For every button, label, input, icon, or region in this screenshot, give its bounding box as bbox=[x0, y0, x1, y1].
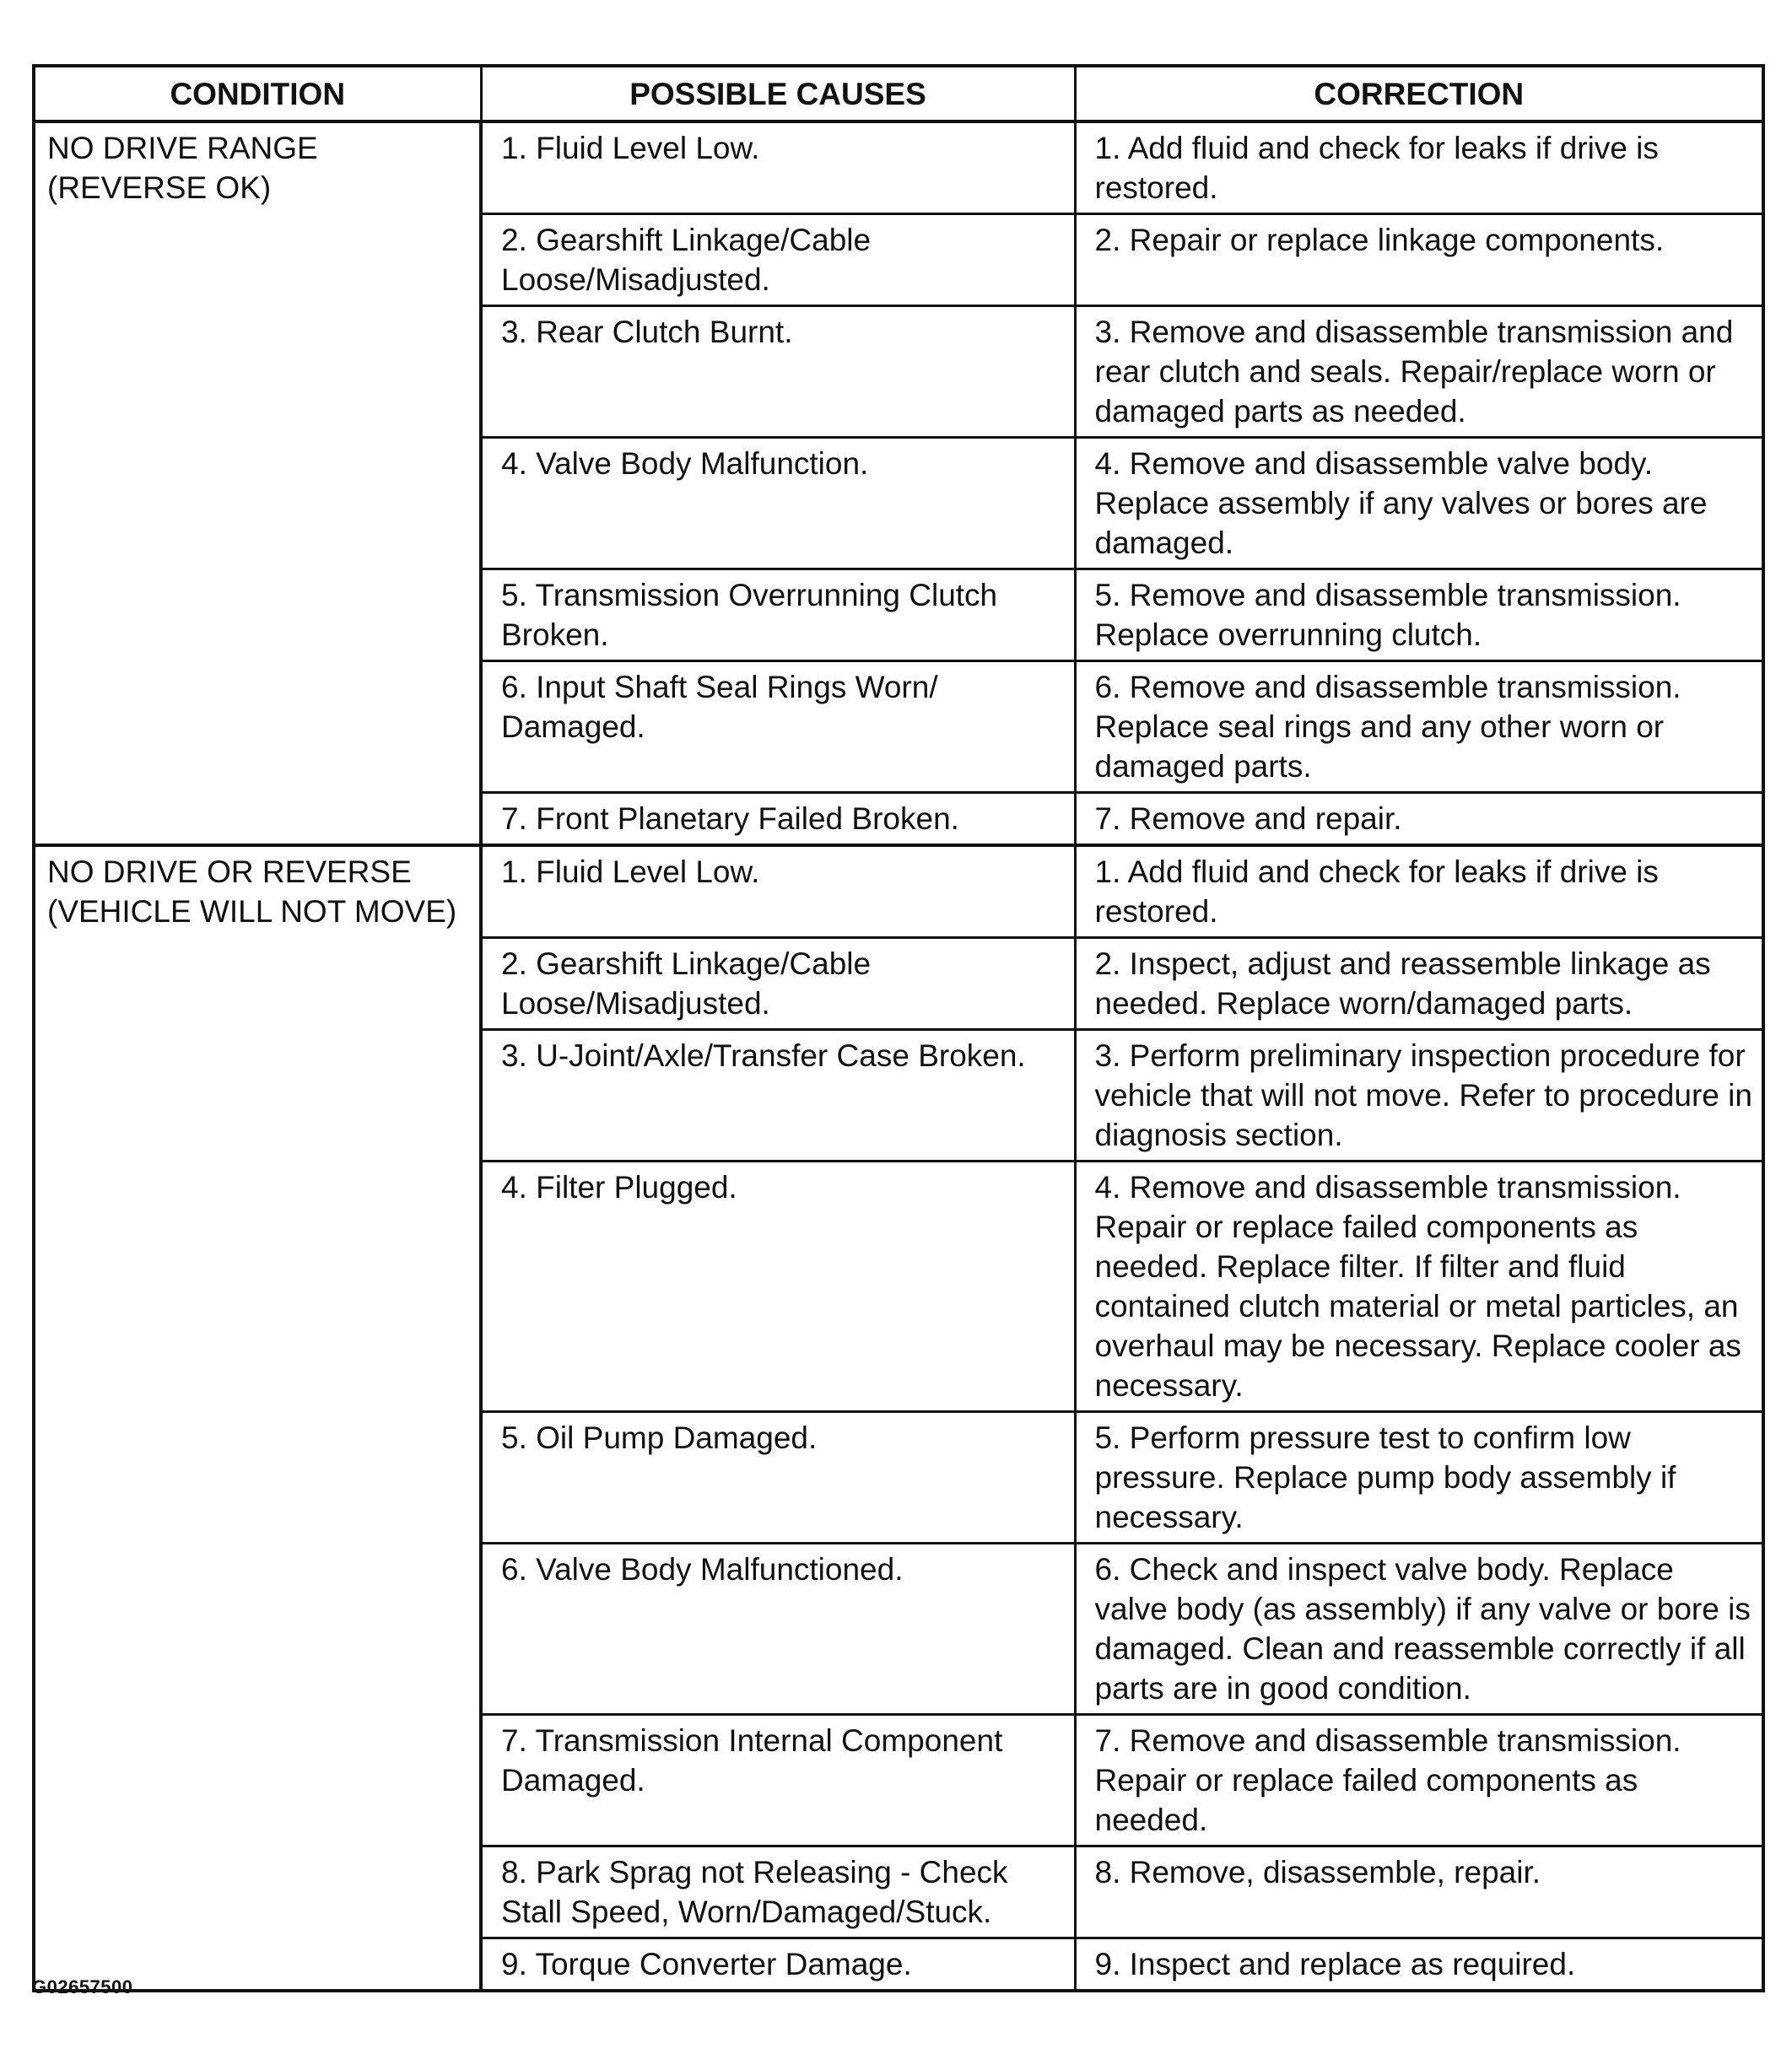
cause-cell: 3. Rear Clutch Burnt. bbox=[481, 306, 1075, 438]
correction-cell: 4. Remove and disassemble valve body. Replace assembly if any valves or bores are damaged. bbox=[1075, 438, 1763, 569]
figure-id: G02657500 bbox=[32, 1976, 133, 1997]
correction-cell: 8. Remove, disassemble, repair. bbox=[1075, 1846, 1763, 1938]
correction-cell: 5. Remove and disassemble transmission. Replace overrunning clutch. bbox=[1075, 569, 1763, 661]
diagnosis-table bbox=[32, 64, 1765, 1992]
correction-cell: 9. Inspect and replace as required. bbox=[1075, 1938, 1763, 1992]
correction-cell: 7. Remove and repair. bbox=[1075, 793, 1763, 846]
correction-cell: 5. Perform pressure test to confirm low pressure. Replace pump body assembly if necessary. bbox=[1075, 1412, 1763, 1544]
correction-cell: 2. Inspect, adjust and reassemble linkage as needed. Replace worn/damaged parts. bbox=[1075, 938, 1763, 1030]
correction-cell: 3. Perform preliminary inspection procedure for vehicle that will not move. Refer to procedure in diagnosis section. bbox=[1075, 1030, 1763, 1162]
cause-cell: 6. Input Shaft Seal Rings Worn/ Damaged. bbox=[481, 661, 1075, 793]
correction-cell: 2. Repair or replace linkage components. bbox=[1075, 214, 1763, 306]
cause-cell: 8. Park Sprag not Releasing - Check Stall Speed, Worn/Damaged/Stuck. bbox=[481, 1846, 1075, 1938]
correction-cell: 6. Check and inspect valve body. Replace valve body (as assembly) if any valve or bore is damaged. Clean and reassemble correctly if all parts are in good condition. bbox=[1075, 1544, 1763, 1715]
cause-cell: 2. Gearshift Linkage/Cable Loose/Misadjusted. bbox=[481, 938, 1075, 1030]
condition-cell: NO DRIVE RANGE (REVERSE OK) bbox=[34, 121, 481, 845]
cause-cell: 1. Fluid Level Low. bbox=[481, 121, 1075, 214]
table-row bbox=[34, 845, 1763, 938]
cause-cell: 7. Transmission Internal Component Damaged. bbox=[481, 1715, 1075, 1846]
correction-cell: 3. Remove and disassemble transmission and rear clutch and seals. Repair/replace worn or damaged parts as needed. bbox=[1075, 306, 1763, 438]
header-row bbox=[34, 66, 1763, 121]
header-possible-causes: POSSIBLE CAUSES bbox=[481, 66, 1075, 121]
header-correction: CORRECTION bbox=[1075, 66, 1763, 121]
cause-cell: 6. Valve Body Malfunctioned. bbox=[481, 1544, 1075, 1715]
cause-cell: 1. Fluid Level Low. bbox=[481, 845, 1075, 938]
correction-cell: 1. Add fluid and check for leaks if drive is restored. bbox=[1075, 121, 1763, 214]
cause-cell: 5. Oil Pump Damaged. bbox=[481, 1412, 1075, 1544]
cause-cell: 5. Transmission Overrunning Clutch Broken. bbox=[481, 569, 1075, 661]
header-condition: CONDITION bbox=[34, 66, 481, 121]
correction-cell: 7. Remove and disassemble transmission. Repair or replace failed components as needed. bbox=[1075, 1715, 1763, 1846]
cause-cell: 4. Valve Body Malfunction. bbox=[481, 438, 1075, 569]
cause-cell: 3. U-Joint/Axle/Transfer Case Broken. bbox=[481, 1030, 1075, 1162]
cause-cell: 4. Filter Plugged. bbox=[481, 1162, 1075, 1412]
cause-cell: 9. Torque Converter Damage. bbox=[481, 1938, 1075, 1992]
cause-cell: 7. Front Planetary Failed Broken. bbox=[481, 793, 1075, 846]
table-row bbox=[34, 121, 1763, 214]
correction-cell: 4. Remove and disassemble transmission. Repair or replace failed components as needed. Replace filter. If filter and fluid contained clutch material or metal particles, an overhaul may be necessary. Replace cooler as necessary. bbox=[1075, 1162, 1763, 1412]
condition-cell: NO DRIVE OR REVERSE (VEHICLE WILL NOT MOVE) bbox=[34, 845, 481, 1991]
cause-cell: 2. Gearshift Linkage/Cable Loose/Misadjusted. bbox=[481, 214, 1075, 306]
correction-cell: 1. Add fluid and check for leaks if drive is restored. bbox=[1075, 845, 1763, 938]
correction-cell: 6. Remove and disassemble transmission. Replace seal rings and any other worn or damaged parts. bbox=[1075, 661, 1763, 793]
